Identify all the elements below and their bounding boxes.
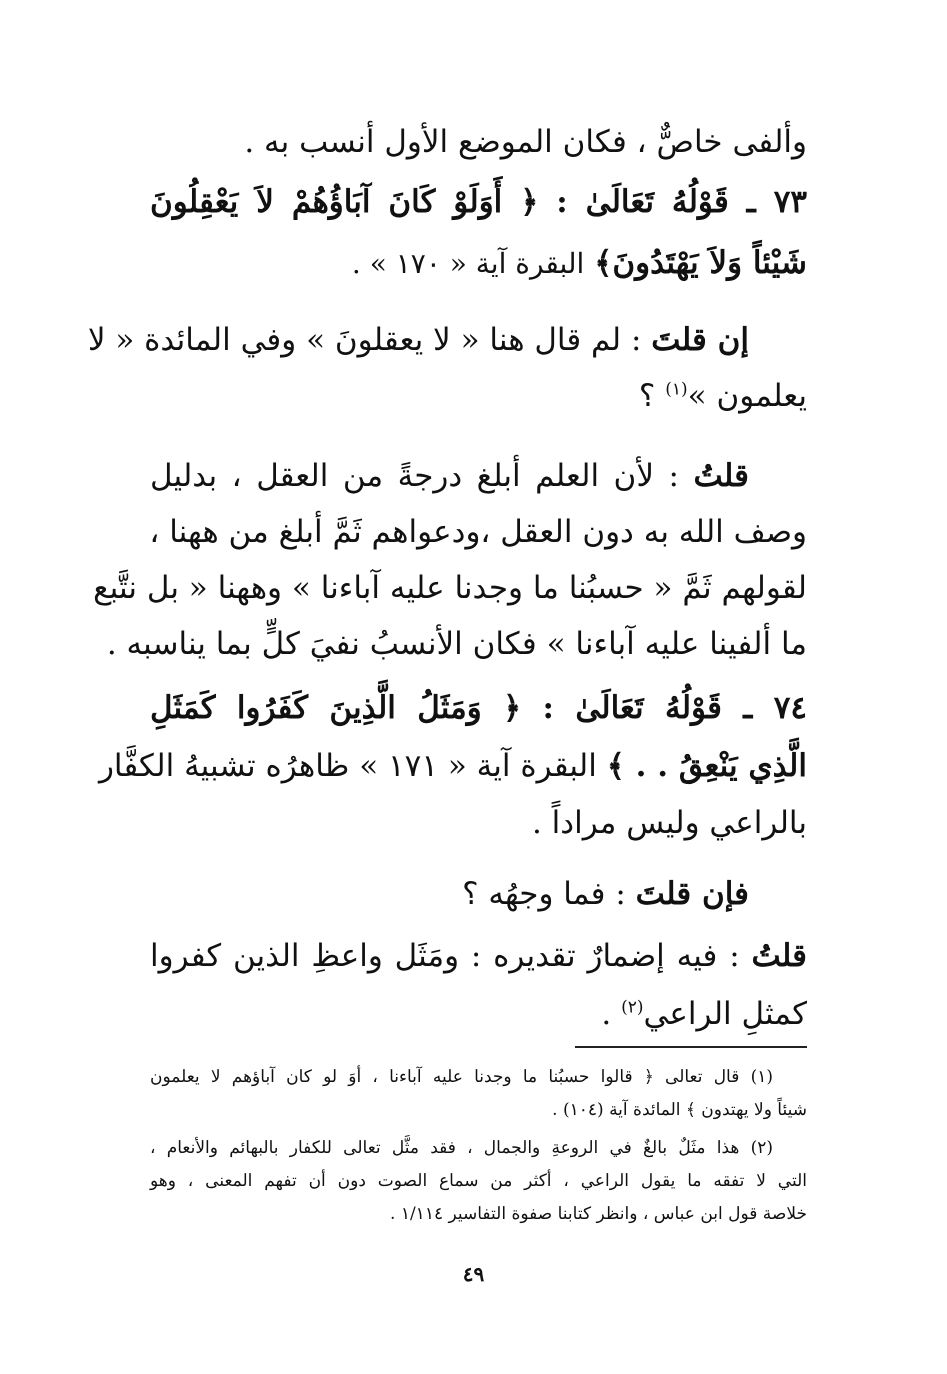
period: . — [601, 996, 612, 1032]
question-keyword: فإن قلتَ — [635, 876, 749, 912]
answer-1-line-4 — [106, 624, 807, 664]
footnote-2-line-1 — [150, 1133, 807, 1163]
line-text: : لأن العلم أبلغ درجةً من العقل ، بدليل — [150, 458, 679, 494]
footnote-2-line-2 — [150, 1166, 807, 1196]
question-mark: ؟ — [638, 378, 656, 414]
footnote-text: خلاصة قول ابن عباس ، وانظر كتابنا صفوة التفاسير ١/١١٤ . — [390, 1204, 807, 1224]
footnote-text: التي لا تفقه ما يقول الراعي ، أكثر من سماع الصوت دون أن تفهم المعنى ، وهو — [150, 1171, 807, 1191]
footnote-1-line-1 — [150, 1062, 807, 1092]
verse-74-line-2 — [98, 746, 807, 786]
line-text: وصف الله به دون العقل ،ودعواهم ثَمَّ أبلغ من ههنا ، — [149, 514, 807, 550]
footnote-marker-1: (١) — [665, 379, 688, 400]
verse-74-line-1 — [150, 688, 807, 728]
line-text: : فيه إضمارٌ تقديره : ومَثَل واعظِ الذين كفروا — [150, 938, 740, 974]
verse-reference: البقرة آية « ١٧٠ » . — [351, 247, 585, 280]
footnote-1-line-2 — [150, 1095, 807, 1125]
question-1-line-2 — [150, 376, 807, 416]
verse-text: شَيْئاً وَلاَ يَهْتَدُونَ﴾ — [594, 245, 807, 281]
footnote-text: (١) قال تعالى ﴿ قالوا حسبُنا ما وجدنا عليه آباءنا ، أوَ لو كان آباؤهم لا يعلمون — [150, 1067, 773, 1087]
answer-1-line-1 — [150, 456, 807, 496]
line-text: وألفى خاصٌّ ، فكان الموضع الأول أنسب به . — [244, 124, 807, 160]
answer-keyword: قلتُ — [693, 458, 750, 494]
line-text: ما ألفينا عليه آباءنا » فكان الأنسبُ نفيَ كلٍّ بما يناسبه . — [106, 626, 807, 662]
question-keyword: إن قلتَ — [651, 322, 749, 358]
footnote-separator — [575, 1046, 807, 1048]
verse-text: ٧٣ ـ قَوْلُهُ تَعَالَىٰ : ﴿ أَوَلَوْ كَانَ آبَاؤُهُمْ لاَ يَعْقِلُونَ — [150, 184, 807, 220]
line-text: بالراعي وليس مراداً . — [531, 805, 807, 841]
answer-1-line-3 — [93, 568, 807, 608]
text-line-1 — [150, 122, 807, 162]
verse-73-line-1 — [150, 182, 807, 222]
line-text: لقولهم ثَمَّ « حسبُنا ما وجدنا عليه آباءنا » وههنا « بل نتَّبع — [93, 570, 807, 606]
footnote-text: شيئاً ولا يهتدون ﴾ المائدة آية (١٠٤) . — [552, 1100, 807, 1120]
page-number: ٤٩ — [462, 1262, 485, 1286]
answer-keyword: قلتُ — [751, 938, 807, 974]
footnote-text: (٢) هذا مثَلٌ بالغٌ في الروعةِ والجمال ، فقد مثَّل تعالى للكفار بالبهائم والأنعام ، — [150, 1138, 773, 1158]
question-2-line — [150, 874, 807, 914]
answer-1-line-2 — [150, 512, 807, 552]
question-1-line-1 — [87, 320, 807, 360]
verse-74-line-3 — [150, 803, 807, 843]
line-text: : فما وجهُه ؟ — [462, 876, 626, 912]
answer-2-line-2 — [150, 994, 807, 1034]
line-text: البقرة آية « ١٧١ » ظاهرُه تشبيهُ الكفَّار — [98, 748, 597, 784]
book-page — [87, 0, 807, 1374]
line-text: كمثلِ الراعي — [643, 996, 807, 1032]
line-text: : لم قال هنا « لا يعقلونَ » وفي المائدة « لا — [87, 322, 642, 358]
verse-73-line-2 — [150, 243, 807, 284]
line-text: يعلمون » — [687, 378, 807, 414]
footnote-marker-2: (٢) — [621, 997, 644, 1018]
verse-text: الَّذِي يَنْعِقُ . . ﴾ — [606, 748, 807, 784]
footnote-2-line-3 — [150, 1199, 807, 1229]
answer-2-line-1 — [150, 936, 807, 976]
verse-text: ٧٤ ـ قَوْلُهُ تَعَالَىٰ : ﴿ وَمَثَلُ الَّذِينَ كَفَرُوا كَمَثَلِ — [150, 690, 807, 726]
